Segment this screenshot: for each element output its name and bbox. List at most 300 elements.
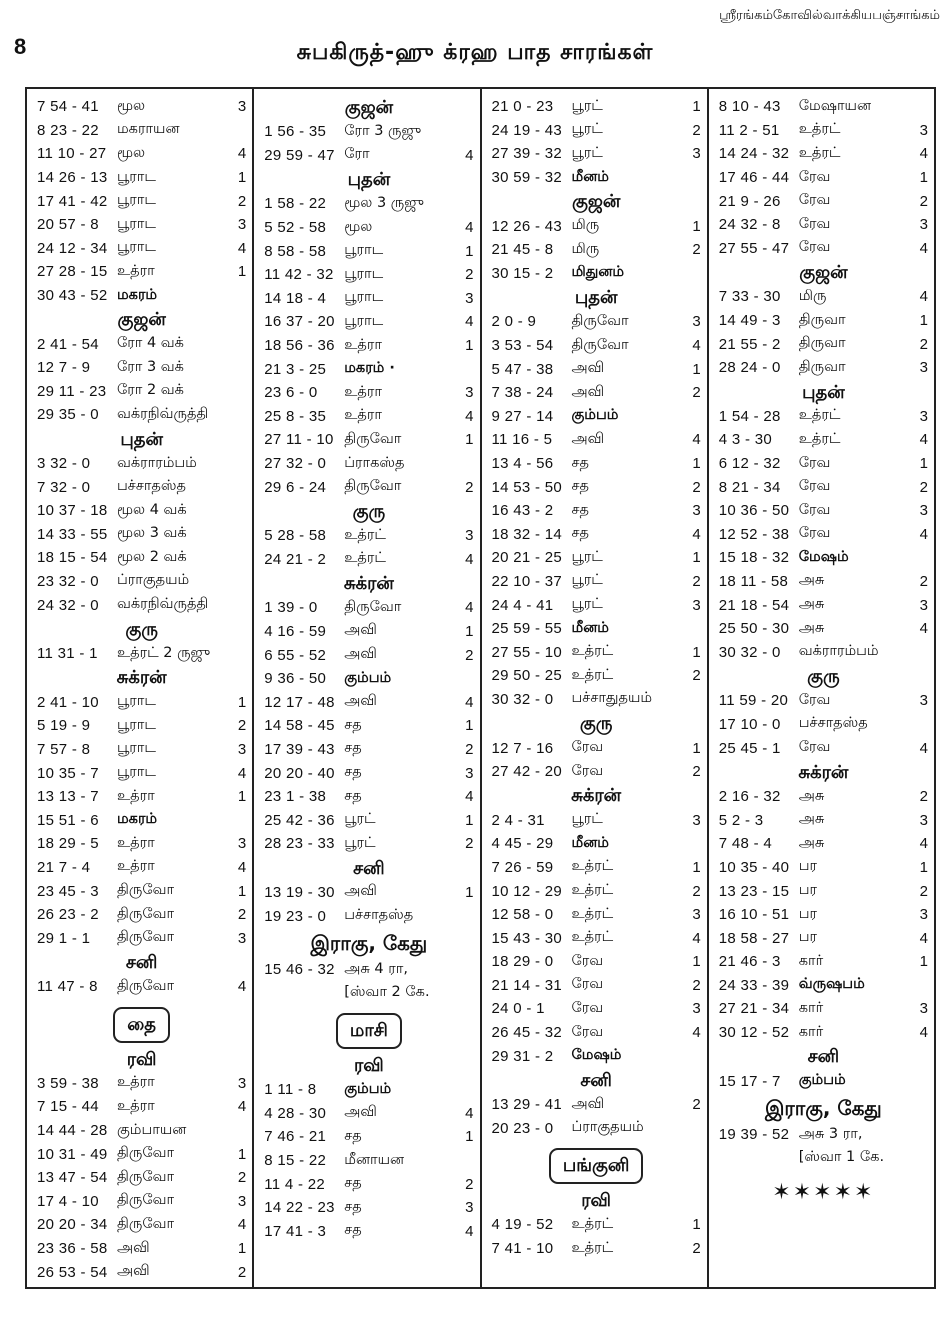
time-value: 30 32 - 0 — [491, 690, 554, 708]
pada-number: 1 — [465, 1128, 474, 1146]
pada-number: 2 — [237, 717, 247, 735]
pada-number: 4 — [465, 219, 474, 237]
transit-row — [492, 640, 701, 664]
transit-row — [492, 760, 701, 784]
transit-row — [492, 617, 701, 641]
star-sign: மூல — [117, 97, 146, 114]
transit-row — [264, 714, 473, 738]
pada-number: 2 — [465, 478, 474, 496]
pada-number: 3 — [465, 384, 474, 402]
transit-row — [37, 856, 246, 880]
transit-row — [264, 1149, 473, 1173]
transit-row — [264, 287, 473, 311]
pada-number: 2 — [465, 646, 474, 664]
pada-number: 1 — [465, 337, 474, 355]
time-value: 24 32 - 0 — [37, 596, 99, 614]
transit-row — [37, 332, 246, 356]
star-sign: ரோ 2 வக் — [117, 382, 184, 399]
planet-heading: குரு — [579, 713, 613, 735]
planet-heading: குரு — [807, 666, 840, 688]
pada-number: 3 — [919, 1000, 928, 1018]
transit-row — [37, 142, 246, 166]
time-value: 14 18 - 4 — [264, 289, 327, 307]
star-sign: வ்ருஷபம் — [798, 976, 865, 993]
time-value: 24 0 - 1 — [491, 1000, 545, 1018]
pada-number: 2 — [692, 478, 701, 496]
time-value: 18 15 - 54 — [37, 549, 108, 567]
time-value: 7 15 - 44 — [37, 1098, 99, 1116]
star-sign: ரோ — [344, 146, 370, 163]
star-sign: வக்ராரம்பம் — [798, 643, 879, 660]
transit-row — [719, 1123, 928, 1147]
pada-number: 3 — [919, 407, 928, 425]
star-sign: ரேவ — [571, 952, 604, 969]
star-sign: உத்ரட் — [344, 550, 386, 567]
transit-row — [37, 95, 246, 119]
time-value: 7 46 - 21 — [264, 1128, 327, 1146]
time-value: 30 15 - 2 — [491, 264, 554, 282]
time-value: 7 32 - 0 — [37, 478, 91, 496]
transit-row — [264, 690, 473, 714]
transit-row — [264, 667, 473, 691]
star-sign: கும்பம் — [344, 669, 392, 686]
star-sign: வக்ராரம்பம் — [117, 454, 197, 471]
pada-number: 3 — [919, 811, 928, 829]
planet-heading: குஜன் — [571, 191, 621, 213]
time-value: 20 20 - 40 — [264, 764, 335, 782]
transit-row — [37, 690, 246, 714]
transit-row — [492, 475, 701, 499]
star-sign: ப்ராகஸ்த — [344, 454, 405, 471]
transit-row — [492, 736, 701, 760]
transit-row — [37, 975, 246, 999]
time-value: 18 56 - 36 — [264, 337, 335, 355]
time-value: 1 54 - 28 — [718, 407, 781, 425]
star-sign: அவி — [344, 1104, 377, 1121]
pada-number: 1 — [692, 98, 701, 116]
transit-row — [37, 808, 246, 832]
star-sign: உத்ரட் — [798, 430, 841, 447]
pada-number: 1 — [692, 360, 701, 378]
time-value: 2 41 - 10 — [37, 693, 99, 711]
star-sign: மீனாயன — [344, 1151, 405, 1168]
time-value: 25 59 - 55 — [491, 620, 563, 638]
star-sign: மூல 3 ருஜு — [344, 194, 424, 211]
star-sign: சத — [344, 1222, 362, 1239]
time-value: 18 29 - 0 — [491, 953, 554, 971]
transit-row — [492, 856, 701, 880]
star-sign: உத்ரட் — [798, 121, 841, 138]
transit-row — [264, 1172, 473, 1196]
transit-row — [264, 881, 473, 905]
star-sign: சத — [344, 716, 362, 733]
column-1 — [27, 89, 252, 1287]
time-value: 12 7 - 9 — [37, 359, 91, 377]
pada-number: 1 — [237, 1240, 247, 1258]
transit-row — [492, 570, 701, 594]
transit-row — [492, 546, 701, 570]
time-value: 27 28 - 15 — [37, 263, 108, 281]
transit-row — [719, 903, 928, 927]
transit-row — [264, 643, 473, 667]
pada-number: 1 — [237, 882, 247, 900]
transit-row — [37, 1095, 246, 1119]
pada-number: 4 — [465, 693, 474, 711]
time-value: 4 16 - 59 — [264, 622, 327, 640]
star-sign: சத — [571, 501, 589, 518]
column-3 — [480, 89, 707, 1287]
transit-row — [37, 879, 246, 903]
pada-number: 1 — [692, 643, 701, 661]
star-sign: மிதுனம் — [571, 264, 625, 281]
transit-row — [492, 523, 701, 547]
transit-row — [719, 189, 928, 213]
time-value: 29 59 - 47 — [264, 146, 335, 164]
time-value: 17 41 - 42 — [37, 192, 108, 210]
star-sign: ரேவ — [571, 762, 604, 779]
transit-row — [719, 428, 928, 452]
transit-row — [37, 284, 246, 308]
pada-number: 1 — [692, 1216, 701, 1234]
transit-row — [264, 144, 473, 168]
time-value: 21 46 - 3 — [718, 953, 781, 971]
transit-row — [719, 832, 928, 856]
transit-row — [492, 879, 701, 903]
pada-number: 1 — [692, 858, 701, 876]
time-value: 15 17 - 7 — [718, 1072, 781, 1090]
star-sign: மிரு — [571, 240, 600, 257]
pada-number: 2 — [692, 384, 701, 402]
planet-heading: புதன் — [347, 169, 391, 191]
time-value: 16 10 - 51 — [718, 906, 790, 924]
star-sign: மீனம் — [571, 168, 609, 185]
star-sign: ரேவ — [571, 739, 604, 756]
month-label-box: மாசி — [336, 1013, 402, 1049]
transit-row — [719, 332, 928, 356]
time-value: 29 6 - 24 — [264, 478, 327, 496]
pada-number: 4 — [692, 431, 701, 449]
star-sign: உத்ரட் — [571, 905, 614, 922]
time-value: 9 27 - 14 — [491, 407, 554, 425]
pada-number: 2 — [692, 667, 701, 685]
time-value: 23 32 - 0 — [37, 572, 99, 590]
pada-number: 3 — [919, 121, 928, 139]
time-value: 13 19 - 30 — [264, 883, 335, 901]
pada-number: 1 — [237, 169, 247, 187]
transit-row — [37, 1119, 246, 1143]
transit-row — [37, 356, 246, 380]
time-value: 25 50 - 30 — [718, 620, 790, 638]
time-value: 12 52 - 38 — [718, 525, 790, 543]
transit-row — [492, 405, 701, 429]
star-sign: பச்சாதஸ்த — [798, 715, 868, 732]
planet-heading: சனி — [353, 857, 385, 879]
pada-number: 4 — [465, 146, 474, 164]
transit-row — [492, 142, 701, 166]
time-value: 10 12 - 29 — [491, 882, 563, 900]
time-value: 6 55 - 52 — [264, 646, 327, 664]
time-value: 8 15 - 22 — [264, 1152, 327, 1170]
pada-number: 2 — [692, 976, 701, 994]
star-sign: திருவோ — [117, 1192, 175, 1209]
planet-heading: குஜன் — [799, 262, 848, 284]
transit-row — [492, 310, 701, 334]
star-sign: மகரம் · — [344, 360, 395, 377]
transit-row — [492, 688, 701, 712]
transit-row — [719, 523, 928, 547]
star-sign: திருவோ — [344, 598, 402, 615]
star-sign: ரேவ — [798, 168, 831, 185]
star-sign: ரோ 3 வக் — [117, 358, 184, 375]
transit-row — [492, 1213, 701, 1237]
transit-row — [37, 903, 246, 927]
transit-row — [719, 617, 928, 641]
transit-row — [719, 285, 928, 309]
star-sign: மேஷம் — [571, 1047, 622, 1064]
transit-row — [719, 356, 928, 380]
time-value: 15 51 - 6 — [37, 811, 99, 829]
pada-number: 2 — [465, 835, 474, 853]
pada-number: 1 — [919, 169, 928, 187]
transit-row — [719, 879, 928, 903]
time-value: 14 49 - 3 — [718, 312, 781, 330]
pada-number: 3 — [465, 1199, 474, 1217]
transit-row — [37, 1166, 246, 1190]
transit-row — [719, 808, 928, 832]
transit-row — [264, 263, 473, 287]
time-value: 2 41 - 54 — [37, 335, 99, 353]
star-sign: பூரட் — [571, 548, 603, 565]
star-sign: மீனம் — [571, 619, 609, 636]
transit-row — [264, 904, 473, 928]
pada-number: 4 — [237, 978, 247, 996]
time-value: 27 21 - 34 — [718, 1000, 790, 1018]
star-sign: ப்ராகுதயம் — [117, 572, 190, 589]
transit-row — [492, 974, 701, 998]
star-sign: கும்பம் — [798, 1072, 846, 1089]
star-sign: மூல — [344, 218, 373, 235]
pada-number: 1 — [237, 693, 247, 711]
transit-row — [37, 189, 246, 213]
pada-number: 1 — [237, 263, 247, 281]
transit-row — [719, 499, 928, 523]
star-sign: அவி — [571, 360, 605, 377]
transit-row — [492, 95, 701, 119]
transit-row — [719, 1021, 928, 1045]
star-sign: உத்ரட் — [571, 1215, 614, 1232]
star-sign: மகராயன — [117, 121, 180, 138]
time-value: 7 26 - 59 — [491, 858, 554, 876]
transit-row — [719, 950, 928, 974]
transit-row — [264, 1125, 473, 1149]
pada-number: 4 — [692, 337, 701, 355]
transit-row — [264, 958, 473, 982]
star-sign: கார் — [798, 1023, 824, 1040]
star-sign: உத்ரட் — [571, 666, 614, 683]
time-value: 17 4 - 10 — [37, 1192, 99, 1210]
pada-number: 3 — [237, 1074, 247, 1092]
transit-row — [37, 452, 246, 476]
time-value: 17 46 - 44 — [718, 169, 790, 187]
transit-row — [37, 119, 246, 143]
star-sign: உத்ரா — [117, 1074, 155, 1091]
transit-row — [37, 475, 246, 499]
pada-number: 3 — [692, 906, 701, 924]
star-sign: பச்சாதஸ்த — [117, 478, 186, 495]
transit-row — [492, 664, 701, 688]
transit-row — [719, 142, 928, 166]
pada-number: 1 — [465, 883, 474, 901]
pada-number: 2 — [919, 788, 928, 806]
time-value: 27 42 - 20 — [491, 763, 563, 781]
star-sign: வக்ரநிவ்ருத்தி — [117, 596, 209, 613]
pada-number: 3 — [692, 145, 701, 163]
column-4 — [707, 89, 934, 1287]
pada-number: 3 — [237, 740, 247, 758]
time-value: 11 10 - 27 — [37, 145, 107, 163]
pada-number: 2 — [692, 763, 701, 781]
star-sign: மேஷம் — [798, 548, 849, 565]
transit-row — [719, 405, 928, 429]
time-value: 11 2 - 51 — [718, 121, 780, 139]
star-sign: அவி — [571, 430, 605, 447]
time-value: 1 39 - 0 — [264, 599, 318, 617]
transit-row — [264, 761, 473, 785]
time-value: 24 12 - 34 — [37, 239, 108, 257]
transit-row — [264, 620, 473, 644]
time-value: 8 58 - 58 — [264, 242, 327, 260]
transit-row — [264, 1102, 473, 1126]
pada-number: 3 — [465, 764, 474, 782]
pada-number: 4 — [237, 1098, 247, 1116]
pada-number: 2 — [237, 1169, 247, 1187]
star-sign: பூராட — [117, 239, 156, 256]
transit-row — [37, 761, 246, 785]
star-sign: சத — [571, 478, 589, 495]
pada-number: 3 — [919, 359, 928, 377]
star-sign: உத்ரா — [117, 1097, 155, 1114]
star-sign: அவி — [344, 622, 377, 639]
transit-row — [37, 213, 246, 237]
pada-number: 2 — [465, 740, 474, 758]
pada-number: 3 — [465, 289, 474, 307]
time-value: 12 58 - 0 — [491, 906, 554, 924]
planet-heading: புதன் — [802, 381, 845, 403]
star-sign: பர — [798, 858, 818, 875]
star-sign: திருவா — [798, 358, 846, 375]
time-value: 14 33 - 55 — [37, 525, 108, 543]
time-value: 18 29 - 5 — [37, 835, 99, 853]
time-value: 16 43 - 2 — [491, 502, 554, 520]
time-value: 30 43 - 52 — [37, 287, 108, 305]
star-sign: உத்ரா — [344, 407, 382, 424]
pada-number: 3 — [919, 906, 928, 924]
transit-row — [492, 1093, 701, 1117]
time-value: 13 23 - 15 — [718, 882, 790, 900]
time-value: 5 28 - 58 — [264, 527, 327, 545]
transit-row — [37, 1237, 246, 1261]
time-value: 7 41 - 10 — [491, 1240, 554, 1258]
time-value: 25 45 - 1 — [718, 739, 781, 757]
time-value: 7 54 - 41 — [37, 98, 99, 116]
pada-number: 3 — [692, 811, 701, 829]
transit-row — [37, 546, 246, 570]
transit-row — [719, 452, 928, 476]
time-value: 7 33 - 30 — [718, 288, 781, 306]
transit-row — [719, 736, 928, 760]
time-value: 14 53 - 50 — [491, 478, 563, 496]
star-sign: உத்ரா — [117, 858, 155, 875]
table-frame — [25, 87, 936, 1289]
transit-row — [492, 452, 701, 476]
pada-number: 1 — [919, 455, 928, 473]
transit-row — [37, 499, 246, 523]
transit-row — [719, 213, 928, 237]
planet-heading: சனி — [125, 952, 158, 973]
star-sign: பூராட — [344, 289, 384, 306]
transit-row — [37, 237, 246, 261]
pada-number: 2 — [692, 1096, 701, 1114]
time-value: 27 11 - 10 — [264, 431, 334, 449]
time-value: 6 12 - 32 — [718, 455, 781, 473]
star-sign: பூராட — [117, 716, 156, 733]
time-value: 8 21 - 34 — [718, 478, 781, 496]
star-sign: அவி — [571, 1095, 605, 1112]
star-sign: பூரட் — [571, 596, 603, 613]
transit-row — [492, 381, 701, 405]
transit-row — [264, 475, 473, 499]
time-value: 15 18 - 32 — [718, 549, 790, 567]
pada-number: 2 — [465, 1175, 474, 1193]
transit-row — [492, 499, 701, 523]
time-value: 2 0 - 9 — [491, 313, 537, 331]
time-value: 29 11 - 23 — [37, 382, 107, 400]
star-sign: ரேவ — [798, 215, 831, 232]
transit-row — [492, 950, 701, 974]
star-sign: கும்பம் — [344, 1080, 392, 1097]
time-value: 24 32 - 8 — [718, 216, 781, 234]
star-sign: உத்ரா — [344, 383, 382, 400]
transit-row — [492, 593, 701, 617]
transit-row — [492, 334, 701, 358]
planet-heading: குரு — [125, 618, 158, 640]
time-value: 19 39 - 52 — [718, 1126, 790, 1144]
star-sign: உத்ரட் — [571, 1239, 614, 1256]
star-sign: வக்ரநிவ்ருத்தி — [117, 405, 209, 422]
star-sign: மிரு — [571, 217, 600, 234]
star-sign: சத — [344, 1175, 362, 1192]
time-value: 26 45 - 32 — [491, 1024, 563, 1042]
pada-number: 3 — [919, 502, 928, 520]
time-value: 23 6 - 0 — [264, 384, 318, 402]
running-header: ஸ்ரீரங்கம்கோவில்வாக்கியபஞ்சாங்கம் — [719, 8, 940, 23]
pada-number: 3 — [919, 216, 928, 234]
time-value: 13 29 - 41 — [491, 1096, 563, 1114]
pada-number: 1 — [237, 1145, 247, 1163]
transit-row — [264, 1078, 473, 1102]
transit-row — [37, 593, 246, 617]
time-value: 5 19 - 9 — [37, 717, 91, 735]
star-sign: உத்ரா — [344, 336, 382, 353]
star-sign: மூல 2 வக் — [117, 548, 187, 565]
time-value: 21 0 - 23 — [491, 98, 554, 116]
pada-number: 3 — [692, 313, 701, 331]
star-sign: கார் — [798, 999, 824, 1016]
pada-number: 1 — [692, 455, 701, 473]
pada-number: 2 — [692, 1240, 701, 1258]
time-value: 24 33 - 39 — [718, 976, 790, 994]
star-sign: ரேவ — [571, 976, 604, 993]
